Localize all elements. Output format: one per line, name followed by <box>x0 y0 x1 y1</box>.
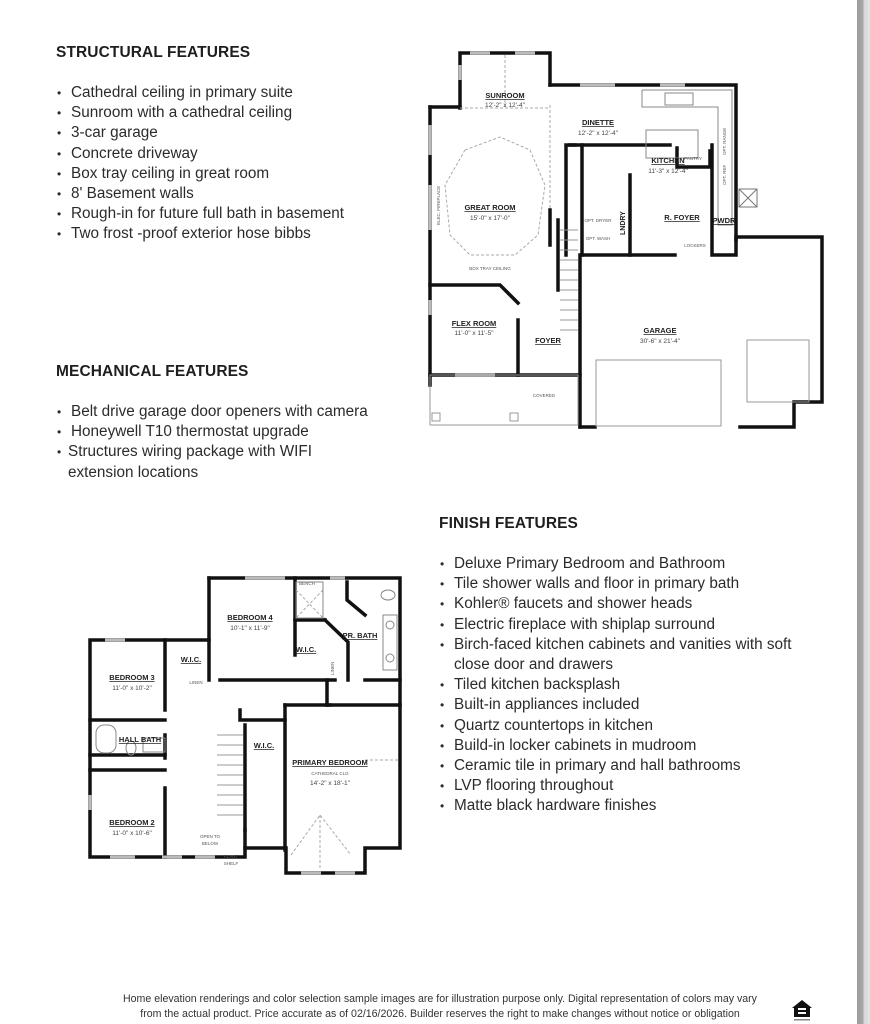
mechanical-features-heading: MECHANICAL FEATURES <box>56 363 249 380</box>
room-size-dinette: 12'-2" x 12'-4" <box>578 130 618 137</box>
list-item: • 3-car garage <box>56 123 344 143</box>
list-item: • Box tray ceiling in great room <box>56 164 344 184</box>
note-cathedral: CATHEDRAL CLG <box>311 771 349 776</box>
room-label-wic-3: W.I.C. <box>253 741 275 750</box>
list-item: • Honeywell T10 thermostat upgrade <box>56 422 368 442</box>
label-linen-2: LINEN <box>330 661 335 675</box>
room-label-hall-bath: HALL BATH <box>118 735 162 744</box>
disclaimer-line-2: from the actual product. Price accurate as of 02/16/2026. Builder reserves the right to make changes without notice or obligation <box>140 1008 740 1020</box>
room-label-lndry: LNDRY <box>620 211 627 235</box>
list-item: • Birch-faced kitchen cabinets and vanities with soft close door and drawers <box>439 635 804 675</box>
label-plant: PLANT <box>223 854 239 859</box>
list-item: • Build-in locker cabinets in mudroom <box>439 736 809 756</box>
room-label-foyer: FOYER <box>535 336 561 345</box>
structural-features-section <box>56 44 344 245</box>
disclaimer-line-1: Home elevation renderings and color selection sample images are for illustration purpose only. Digital representation of colors may vary <box>123 993 757 1005</box>
room-size-kitchen: 11'-3" x 12'-4" <box>648 168 688 175</box>
list-item: • Matte black hardware finishes <box>439 796 809 816</box>
list-item: • Deluxe Primary Bedroom and Bathroom <box>439 554 809 574</box>
room-label-wic-1: W.I.C. <box>180 655 202 664</box>
list-item: • Kohler® faucets and shower heads <box>439 594 809 614</box>
list-item: • Tiled kitchen backsplash <box>439 675 809 695</box>
room-label-kitchen: KITCHEN <box>651 156 685 165</box>
room-label-dinette: DINETTE <box>581 118 615 127</box>
room-size-bedroom3: 11'-0" x 10'-2" <box>112 685 152 692</box>
mechanical-features-list <box>56 402 368 483</box>
list-item: • Concrete driveway <box>56 144 344 164</box>
room-size-garage: 30'-6" x 21'-4" <box>640 338 680 345</box>
list-item: • Structures wiring package with WIFI extension locations <box>56 442 358 482</box>
label-lockers: LOCKERS <box>684 243 706 248</box>
finish-features-list <box>439 554 809 817</box>
note-opt-ref: OPT. REF <box>722 164 727 185</box>
structural-features-heading: STRUCTURAL FEATURES <box>56 44 251 61</box>
disclaimer-footer <box>95 992 785 1022</box>
room-label-flex-room: FLEX ROOM <box>451 319 497 328</box>
room-label-r-foyer: R. FOYER <box>664 213 700 222</box>
note-opt-range: OPT. RANGE <box>722 127 727 155</box>
list-item: • Two frost -proof exterior hose bibbs <box>56 224 344 244</box>
label-open-to: OPEN TO <box>199 834 221 839</box>
list-item: • Quartz countertops in kitchen <box>439 716 809 736</box>
mechanical-features-section <box>56 363 368 483</box>
room-label-pwdr: PWDR <box>712 216 736 225</box>
label-shelf: SHELF <box>223 861 239 866</box>
list-item: • Rough-in for future full bath in basement <box>56 204 344 224</box>
room-size-great-room: 15'-0" x 17'-0" <box>470 215 510 222</box>
list-item: • Sunroom with a cathedral ceiling <box>56 103 344 123</box>
finish-features-section <box>439 515 809 817</box>
list-item: • Ceramic tile in primary and hall bathrooms <box>439 756 809 776</box>
room-label-pr-bath: PR. BATH <box>342 631 378 640</box>
label-below: BELOW <box>201 841 219 846</box>
equal-housing-icon <box>791 998 813 1022</box>
list-item: • Belt drive garage door openers with camera <box>56 402 368 422</box>
room-size-bedroom4: 10'-1" x 11'-9" <box>230 625 270 632</box>
room-label-great-room: GREAT ROOM <box>464 203 516 212</box>
room-size-flex-room: 11'-0" x 11'-5" <box>454 330 494 337</box>
scrollbar[interactable] <box>857 0 870 1024</box>
list-item: • Tile shower walls and floor in primary bath <box>439 574 809 594</box>
room-label-bedroom4: BEDROOM 4 <box>227 613 273 622</box>
main-floor-plan-drawing <box>420 45 835 435</box>
room-label-garage: GARAGE <box>643 326 677 335</box>
room-size-bedroom2: 11'-0" x 10'-6" <box>112 830 152 837</box>
label-pantry: PANTRY <box>684 156 702 161</box>
label-covered: COVERED <box>532 393 556 398</box>
list-item: • 8' Basement walls <box>56 184 344 204</box>
upper-floor-plan-drawing <box>65 570 410 920</box>
note-box-tray: BOX TRAY CEILING <box>469 266 511 271</box>
room-label-wic-2: W.I.C. <box>295 645 317 654</box>
main-floor-plan <box>420 45 835 435</box>
note-opt-wash: OPT. WASH <box>585 236 611 241</box>
room-label-bedroom3: BEDROOM 3 <box>109 673 155 682</box>
list-item: • Electric fireplace with shiplap surround <box>439 615 809 635</box>
room-label-bedroom2: BEDROOM 2 <box>109 818 155 827</box>
upper-floor-plan <box>65 570 410 920</box>
room-label-primary-bedroom: PRIMARY BEDROOM <box>292 758 368 767</box>
room-size-sunroom: 12'-2" x 12'-4" <box>485 102 525 109</box>
room-label-sunroom: SUNROOM <box>485 91 525 100</box>
room-size-primary-bedroom: 14'-2" x 18'-1" <box>310 780 350 787</box>
list-item: • Cathedral ceiling in primary suite <box>56 83 344 103</box>
list-item: • LVP flooring throughout <box>439 776 809 796</box>
finish-features-heading: FINISH FEATURES <box>439 515 578 532</box>
note-fireplace: ELEC. FIREPLACE <box>436 185 441 225</box>
list-item: • Built-in appliances included <box>439 695 809 715</box>
label-bench: BENCH <box>299 581 315 586</box>
structural-features-list <box>56 83 344 245</box>
note-opt-dryer: OPT. DRYER <box>584 218 612 223</box>
label-linen-1: LINEN <box>189 680 203 685</box>
